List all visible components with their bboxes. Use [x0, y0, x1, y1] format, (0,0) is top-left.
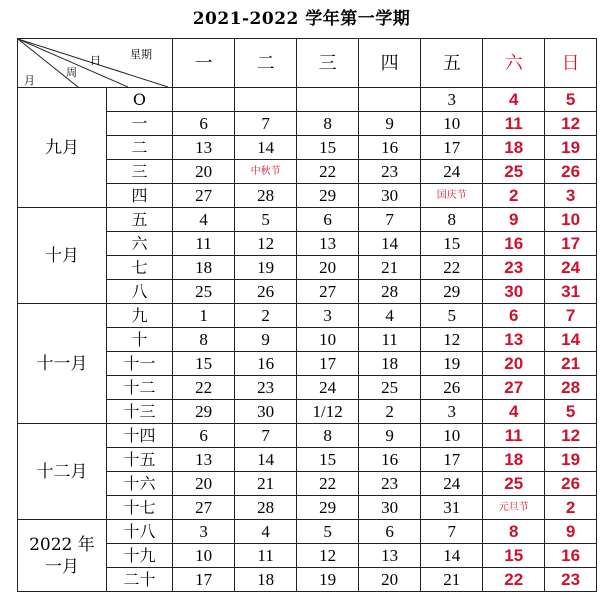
weekend-day-cell: 22 [483, 568, 545, 592]
month-label: 十二月 [18, 424, 107, 520]
day-cell: 8 [297, 424, 359, 448]
month-label: 九月 [18, 88, 107, 208]
weekend-day-cell: 11 [483, 424, 545, 448]
weekend-day-cell: 23 [545, 568, 597, 592]
day-cell: 17 [421, 136, 483, 160]
day-cell: 27 [297, 280, 359, 304]
day-cell: 20 [359, 568, 421, 592]
day-cell: 7 [359, 208, 421, 232]
day-cell: 13 [173, 448, 235, 472]
day-cell: 15 [421, 232, 483, 256]
day-cell: 30 [359, 184, 421, 208]
day-cell: 15 [297, 448, 359, 472]
weekend-day-cell: 9 [483, 208, 545, 232]
day-cell: 24 [421, 472, 483, 496]
day-cell: 4 [235, 520, 297, 544]
day-cell: 30 [235, 400, 297, 424]
day-cell: 23 [235, 376, 297, 400]
day-cell: 2 [235, 304, 297, 328]
corner-weekday-label: 星期 [130, 48, 152, 61]
day-cell: 12 [235, 232, 297, 256]
day-cell: 6 [297, 208, 359, 232]
week-number: 十九 [106, 544, 172, 568]
day-cell: 28 [235, 184, 297, 208]
week-number: 一 [106, 112, 172, 136]
day-cell: 12 [421, 328, 483, 352]
day-cell: 3 [173, 520, 235, 544]
week-number: 十二 [106, 376, 172, 400]
weekend-day-cell: 19 [545, 448, 597, 472]
weekend-day-cell: 9 [545, 520, 597, 544]
day-cell: 7 [235, 424, 297, 448]
weekend-day-cell: 26 [545, 472, 597, 496]
day-cell: 10 [421, 424, 483, 448]
day-cell: 21 [359, 256, 421, 280]
day-cell: 22 [297, 472, 359, 496]
day-cell: 27 [173, 184, 235, 208]
day-cell: 26 [235, 280, 297, 304]
weekend-day-cell: 16 [483, 232, 545, 256]
week-number: 十六 [106, 472, 172, 496]
weekend-day-cell: 25 [483, 160, 545, 184]
weekend-day-cell: 28 [545, 376, 597, 400]
day-cell: 9 [235, 328, 297, 352]
week-number: 十八 [106, 520, 172, 544]
day-cell: 10 [173, 544, 235, 568]
week-number: 十三 [106, 400, 172, 424]
day-cell: 25 [359, 376, 421, 400]
weekend-day-cell: 18 [483, 136, 545, 160]
day-cell: 29 [421, 280, 483, 304]
weekend-day-cell: 24 [545, 256, 597, 280]
day-cell: 22 [421, 256, 483, 280]
day-cell: 6 [173, 112, 235, 136]
day-cell: 30 [359, 496, 421, 520]
day-cell [173, 88, 235, 112]
day-cell: 13 [359, 544, 421, 568]
holiday-cell: 元旦节 [483, 496, 545, 520]
day-cell: 16 [235, 352, 297, 376]
weekend-day-cell: 23 [483, 256, 545, 280]
day-cell: 14 [235, 448, 297, 472]
weekend-day-cell: 18 [483, 448, 545, 472]
day-cell [297, 88, 359, 112]
day-cell: 1/12 [297, 400, 359, 424]
weekend-day-cell: 15 [483, 544, 545, 568]
week-number: 十 [106, 328, 172, 352]
weekend-day-cell: 13 [483, 328, 545, 352]
weekend-day-cell: 20 [483, 352, 545, 376]
weekend-day-cell: 17 [545, 232, 597, 256]
weekend-day-cell: 4 [483, 400, 545, 424]
day-cell: 15 [173, 352, 235, 376]
weekend-day-cell: 4 [483, 88, 545, 112]
day-cell: 5 [235, 208, 297, 232]
month-label: 十月 [18, 208, 107, 304]
month-label: 2022 年 一月 [18, 520, 107, 592]
week-number: 九 [106, 304, 172, 328]
weekend-day-cell: 26 [545, 160, 597, 184]
day-cell: 17 [297, 352, 359, 376]
day-cell: 22 [297, 160, 359, 184]
day-cell: 18 [359, 352, 421, 376]
day-cell: 19 [297, 568, 359, 592]
day-cell: 3 [421, 88, 483, 112]
day-cell: 6 [359, 520, 421, 544]
day-cell: 23 [359, 472, 421, 496]
page-title: 2021-2022 学年第一学期 [192, 9, 411, 29]
weekend-day-cell: 31 [545, 280, 597, 304]
day-cell: 4 [173, 208, 235, 232]
day-cell: 31 [421, 496, 483, 520]
weekend-day-cell: 30 [483, 280, 545, 304]
week-number: 五 [106, 208, 172, 232]
weekday-header-sunday: 日 [545, 39, 597, 88]
weekend-day-cell: 27 [483, 376, 545, 400]
week-number: 十五 [106, 448, 172, 472]
weekend-day-cell: 2 [483, 184, 545, 208]
day-cell [235, 88, 297, 112]
weekend-day-cell: 19 [545, 136, 597, 160]
weekday-header: 二 [235, 39, 297, 88]
day-cell: 20 [173, 472, 235, 496]
day-cell: 21 [235, 472, 297, 496]
week-row [18, 208, 597, 232]
day-cell: 12 [297, 544, 359, 568]
day-cell [359, 88, 421, 112]
day-cell: 21 [421, 568, 483, 592]
day-cell: 28 [235, 496, 297, 520]
day-cell: 11 [173, 232, 235, 256]
day-cell: 29 [173, 400, 235, 424]
weekend-day-cell: 14 [545, 328, 597, 352]
day-cell: 7 [235, 112, 297, 136]
day-cell: 24 [297, 376, 359, 400]
day-cell: 27 [173, 496, 235, 520]
week-row [18, 424, 597, 448]
weekend-day-cell: 5 [545, 400, 597, 424]
week-number: 七 [106, 256, 172, 280]
day-cell: 11 [235, 544, 297, 568]
day-cell: 8 [421, 208, 483, 232]
day-cell: 25 [173, 280, 235, 304]
weekend-day-cell: 12 [545, 112, 597, 136]
week-number: 二十 [106, 568, 172, 592]
day-cell: 7 [421, 520, 483, 544]
day-cell: 17 [421, 448, 483, 472]
day-cell: 13 [297, 232, 359, 256]
week-number: 十四 [106, 424, 172, 448]
day-cell: 19 [235, 256, 297, 280]
weekend-day-cell: 25 [483, 472, 545, 496]
weekday-header: 五 [421, 39, 483, 88]
day-cell: 26 [421, 376, 483, 400]
weekend-day-cell: 8 [483, 520, 545, 544]
week-number: 二 [106, 136, 172, 160]
day-cell: 8 [173, 328, 235, 352]
week-number: 八 [106, 280, 172, 304]
week-number: 三 [106, 160, 172, 184]
month-label: 十一月 [18, 304, 107, 424]
weekend-day-cell: 5 [545, 88, 597, 112]
weekend-day-cell: 6 [483, 304, 545, 328]
day-cell: 28 [359, 280, 421, 304]
day-cell: 6 [173, 424, 235, 448]
weekend-day-cell: 16 [545, 544, 597, 568]
weekday-header-saturday: 六 [483, 39, 545, 88]
weekend-day-cell: 21 [545, 352, 597, 376]
weekday-header: 四 [359, 39, 421, 88]
corner-month-label: 月 [24, 74, 35, 87]
day-cell: 19 [421, 352, 483, 376]
weekend-day-cell: 11 [483, 112, 545, 136]
week-number: 十一 [106, 352, 172, 376]
day-cell: 1 [173, 304, 235, 328]
day-cell: 29 [297, 184, 359, 208]
day-cell: 15 [297, 136, 359, 160]
week-row [18, 88, 597, 112]
day-cell: 11 [359, 328, 421, 352]
calendar-table [17, 38, 597, 592]
day-cell: 23 [359, 160, 421, 184]
header-row [18, 39, 597, 88]
day-cell: 22 [173, 376, 235, 400]
day-cell: 10 [421, 112, 483, 136]
day-cell: 9 [359, 424, 421, 448]
weekend-day-cell: 7 [545, 304, 597, 328]
weekday-header: 三 [297, 39, 359, 88]
day-cell: 20 [297, 256, 359, 280]
day-cell: 20 [173, 160, 235, 184]
weekend-day-cell: 10 [545, 208, 597, 232]
day-cell: 14 [421, 544, 483, 568]
day-cell: 5 [297, 520, 359, 544]
weekday-header: 一 [173, 39, 235, 88]
day-cell: 13 [173, 136, 235, 160]
week-number: 四 [106, 184, 172, 208]
day-cell: 14 [359, 232, 421, 256]
weekend-day-cell: 2 [545, 496, 597, 520]
day-cell: 18 [235, 568, 297, 592]
week-number: O [106, 88, 172, 112]
day-cell: 4 [359, 304, 421, 328]
day-cell: 5 [421, 304, 483, 328]
day-cell: 3 [421, 400, 483, 424]
day-cell: 16 [359, 448, 421, 472]
day-cell: 3 [297, 304, 359, 328]
weekend-day-cell: 12 [545, 424, 597, 448]
day-cell: 10 [297, 328, 359, 352]
day-cell: 9 [359, 112, 421, 136]
day-cell: 24 [421, 160, 483, 184]
corner-header [18, 39, 173, 88]
holiday-cell: 中秋节 [235, 160, 297, 184]
week-row [18, 304, 597, 328]
day-cell: 2 [359, 400, 421, 424]
day-cell: 18 [173, 256, 235, 280]
week-row [18, 520, 597, 544]
day-cell: 16 [359, 136, 421, 160]
holiday-cell: 国庆节 [421, 184, 483, 208]
week-number: 六 [106, 232, 172, 256]
calendar-body [18, 88, 597, 592]
day-cell: 29 [297, 496, 359, 520]
corner-day-label: 日 [90, 54, 101, 67]
week-number: 十七 [106, 496, 172, 520]
day-cell: 14 [235, 136, 297, 160]
day-cell: 8 [297, 112, 359, 136]
day-cell: 17 [173, 568, 235, 592]
weekend-day-cell: 3 [545, 184, 597, 208]
corner-week-label: 周 [66, 66, 77, 79]
